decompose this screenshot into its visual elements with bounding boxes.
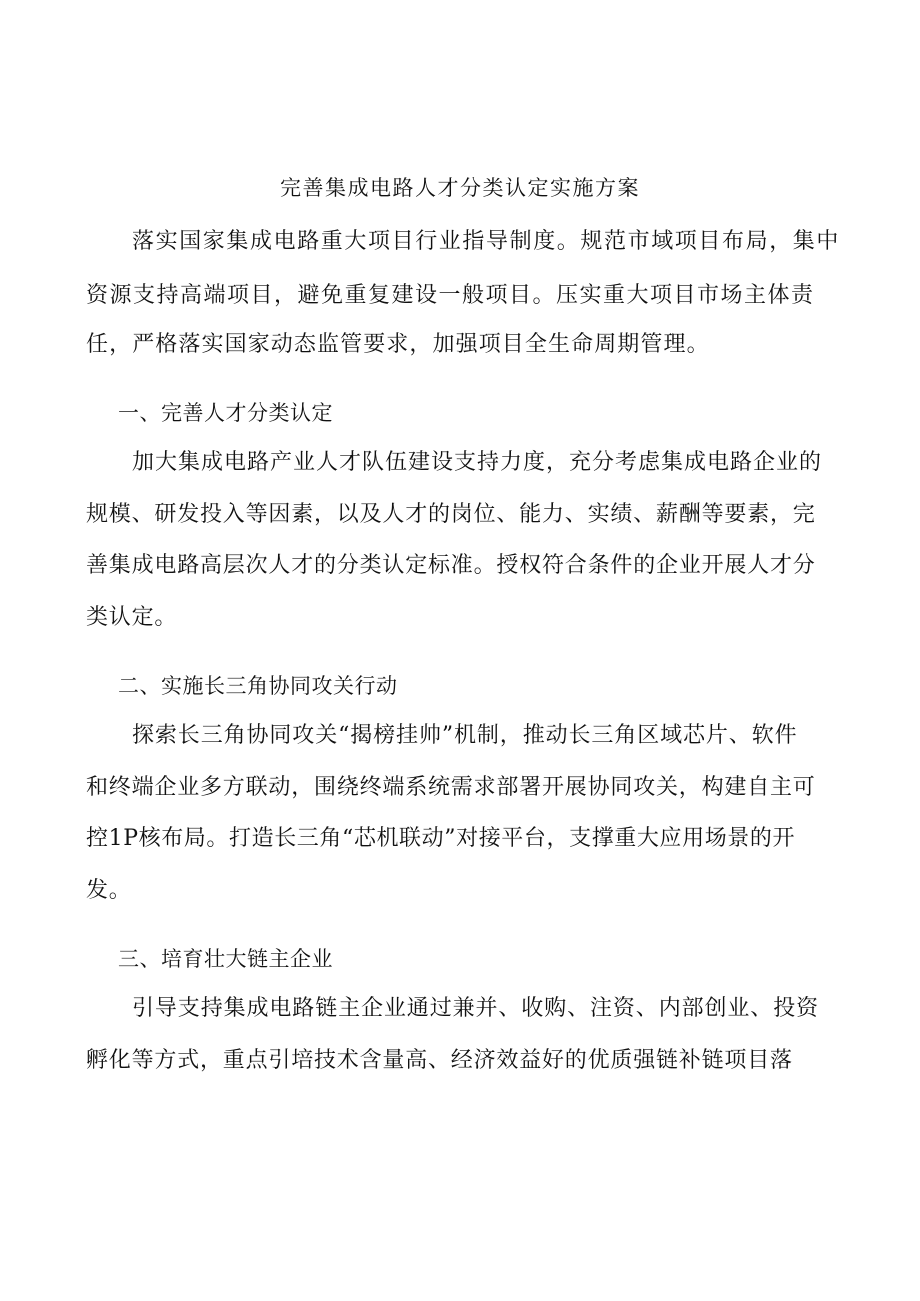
section-line: 引导支持集成电路链主企业通过兼并、收购、注资、内部创业、投资	[132, 996, 820, 1021]
section-line: 孵化等方式，重点引培技术含量高、经济效益好的优质强链补链项目落	[86, 1048, 793, 1073]
section-line: 加大集成电路产业人才队伍建设支持力度，充分考虑集成电路企业的	[132, 450, 823, 475]
intro-line: 落实国家集成电路重大项目行业指导制度。规范市域项目布局，集中	[132, 229, 841, 254]
section-line: 规模、研发投入等因素，以及人才的岗位、能力、实绩、薪酬等要素，完	[86, 502, 816, 527]
section-line: 善集成电路高层次人才的分类认定标准。授权符合条件的企业开展人才分	[86, 553, 816, 578]
section-heading: 一、完善人才分类认定	[118, 401, 333, 425]
section-heading: 二、实施长三角协同攻关行动	[118, 674, 398, 698]
intro-line: 任，严格落实国家动态监管要求，加强项目全生命周期管理。	[86, 332, 710, 357]
section-heading: 三、培育壮大链主企业	[118, 947, 333, 971]
section-line: 探索长三角协同攻关“揭榜挂帅”机制，推动长三角区域芯片、软件	[132, 723, 798, 748]
intro-line: 资源支持高端项目，避免重复建设一般项目。压实重大项目市场主体责	[86, 283, 815, 308]
section-line: 和终端企业多方联动，围绕终端系统需求部署开展协同攻关，构建自主可	[86, 775, 816, 800]
section-line: 控1P核布局。打造长三角“芯机联动”对接平台，支撑重大应用场景的开	[86, 826, 796, 851]
section-line: 发。	[86, 878, 132, 903]
section-line: 类认定。	[86, 605, 178, 630]
document-title: 完善集成电路人才分类认定实施方案	[280, 176, 640, 200]
